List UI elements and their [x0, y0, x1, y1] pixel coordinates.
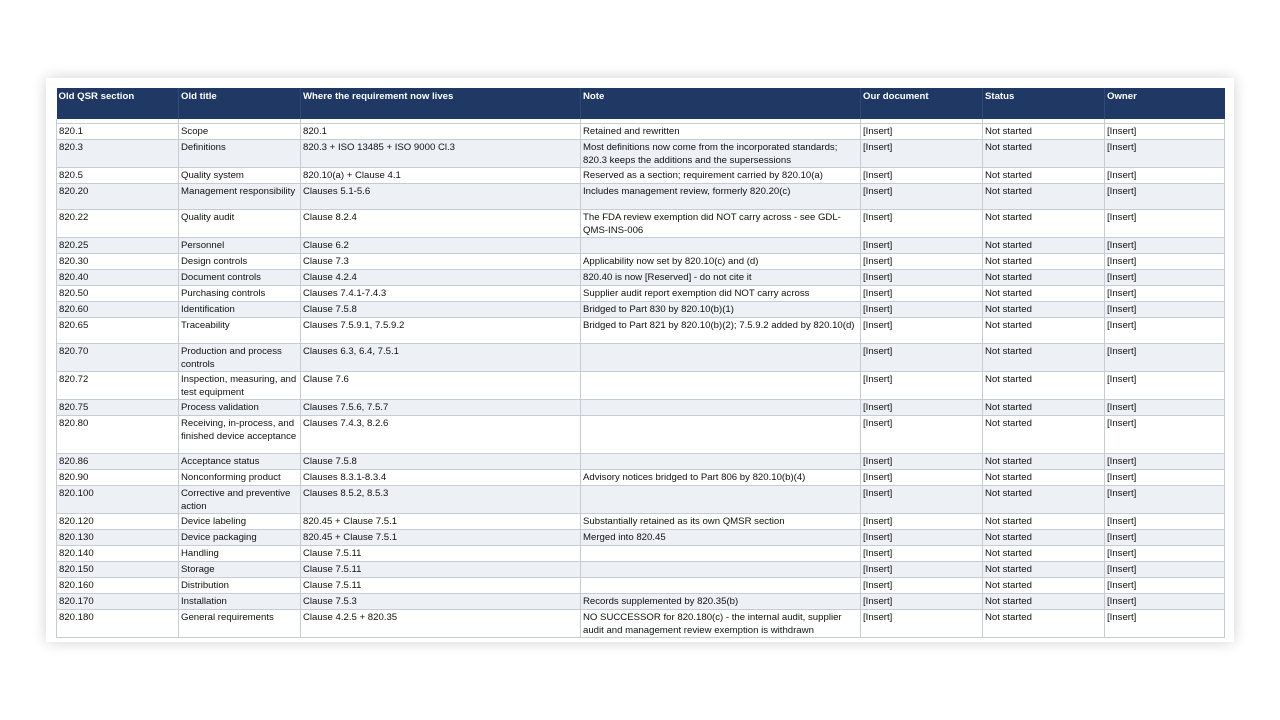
cell-old-qsr-section: 820.130	[57, 530, 179, 546]
cell-old-qsr-section: 820.72	[57, 372, 179, 400]
cell-where-requirement-lives: Clause 7.5.11	[301, 578, 581, 594]
cell-our-document: [Insert]	[861, 372, 983, 400]
cell-note: Retained and rewritten	[581, 124, 861, 140]
cell-owner: [Insert]	[1105, 470, 1225, 486]
cell-status: Not started	[983, 546, 1105, 562]
cell-our-document: [Insert]	[861, 302, 983, 318]
cell-old-qsr-section: 820.100	[57, 486, 179, 514]
cell-status: Not started	[983, 530, 1105, 546]
cell-our-document: [Insert]	[861, 514, 983, 530]
cell-old-title: Device labeling	[179, 514, 301, 530]
cell-owner: [Insert]	[1105, 238, 1225, 254]
cell-old-qsr-section: 820.25	[57, 238, 179, 254]
cell-status: Not started	[983, 486, 1105, 514]
cell-where-requirement-lives: 820.45 + Clause 7.5.1	[301, 514, 581, 530]
cell-old-qsr-section: 820.65	[57, 318, 179, 344]
cell-old-title: Acceptance status	[179, 454, 301, 470]
column-header-owner: Owner	[1105, 88, 1225, 119]
cell-owner: [Insert]	[1105, 486, 1225, 514]
cell-our-document: [Insert]	[861, 318, 983, 344]
table-row	[57, 286, 1225, 302]
cell-status: Not started	[983, 254, 1105, 270]
cell-old-qsr-section: 820.140	[57, 546, 179, 562]
cell-owner: [Insert]	[1105, 302, 1225, 318]
cell-note	[581, 546, 861, 562]
cell-where-requirement-lives: Clause 7.3	[301, 254, 581, 270]
cell-our-document: [Insert]	[861, 238, 983, 254]
cell-old-qsr-section: 820.40	[57, 270, 179, 286]
cell-where-requirement-lives: Clause 7.5.8	[301, 454, 581, 470]
cell-note: Substantially retained as its own QMSR section	[581, 514, 861, 530]
cell-where-requirement-lives: Clauses 7.5.6, 7.5.7	[301, 400, 581, 416]
cell-where-requirement-lives: Clauses 6.3, 6.4, 7.5.1	[301, 344, 581, 372]
cell-owner: [Insert]	[1105, 610, 1225, 638]
cell-note	[581, 400, 861, 416]
cell-old-qsr-section: 820.90	[57, 470, 179, 486]
cell-note	[581, 562, 861, 578]
cell-our-document: [Insert]	[861, 400, 983, 416]
cell-owner: [Insert]	[1105, 140, 1225, 168]
cell-old-qsr-section: 820.120	[57, 514, 179, 530]
cell-old-title: Quality audit	[179, 210, 301, 238]
cell-note	[581, 238, 861, 254]
cell-old-qsr-section: 820.20	[57, 184, 179, 210]
cell-old-title: Corrective and preventive action	[179, 486, 301, 514]
cell-owner: [Insert]	[1105, 454, 1225, 470]
cell-our-document: [Insert]	[861, 562, 983, 578]
cell-our-document: [Insert]	[861, 270, 983, 286]
cell-our-document: [Insert]	[861, 344, 983, 372]
cell-where-requirement-lives: Clauses 8.5.2, 8.5.3	[301, 486, 581, 514]
table-row	[57, 124, 1225, 140]
cell-note: Bridged to Part 830 by 820.10(b)(1)	[581, 302, 861, 318]
column-header-status: Status	[983, 88, 1105, 119]
cell-our-document: [Insert]	[861, 470, 983, 486]
cell-status: Not started	[983, 168, 1105, 184]
table-row	[57, 210, 1225, 238]
cell-owner: [Insert]	[1105, 124, 1225, 140]
cell-note: Reserved as a section; requirement carried by 820.10(a)	[581, 168, 861, 184]
cell-note: Supplier audit report exemption did NOT carry across	[581, 286, 861, 302]
cell-status: Not started	[983, 184, 1105, 210]
column-header-our-document: Our document	[861, 88, 983, 119]
cell-owner: [Insert]	[1105, 514, 1225, 530]
cell-old-qsr-section: 820.160	[57, 578, 179, 594]
cell-old-title: Purchasing controls	[179, 286, 301, 302]
cell-our-document: [Insert]	[861, 486, 983, 514]
table-row	[57, 514, 1225, 530]
cell-note	[581, 486, 861, 514]
cell-old-title: Device packaging	[179, 530, 301, 546]
cell-owner: [Insert]	[1105, 270, 1225, 286]
cell-status: Not started	[983, 318, 1105, 344]
column-header-old-qsr-section: Old QSR section	[57, 88, 179, 119]
cell-where-requirement-lives: Clause 4.2.4	[301, 270, 581, 286]
table-row	[57, 594, 1225, 610]
cell-old-title: Definitions	[179, 140, 301, 168]
cell-where-requirement-lives: 820.45 + Clause 7.5.1	[301, 530, 581, 546]
cell-where-requirement-lives: 820.3 + ISO 13485 + ISO 9000 Cl.3	[301, 140, 581, 168]
cell-our-document: [Insert]	[861, 610, 983, 638]
table-row	[57, 254, 1225, 270]
cell-status: Not started	[983, 610, 1105, 638]
cell-owner: [Insert]	[1105, 210, 1225, 238]
cell-where-requirement-lives: Clauses 7.4.1-7.4.3	[301, 286, 581, 302]
cell-old-qsr-section: 820.5	[57, 168, 179, 184]
cell-old-qsr-section: 820.3	[57, 140, 179, 168]
cell-status: Not started	[983, 270, 1105, 286]
column-header-note: Note	[581, 88, 861, 119]
cell-owner: [Insert]	[1105, 578, 1225, 594]
cell-status: Not started	[983, 514, 1105, 530]
table-row	[57, 238, 1225, 254]
cell-our-document: [Insert]	[861, 416, 983, 454]
cell-note: Advisory notices bridged to Part 806 by 820.10(b)(4)	[581, 470, 861, 486]
cell-old-qsr-section: 820.70	[57, 344, 179, 372]
qsr-mapping-table	[56, 88, 1225, 638]
cell-where-requirement-lives: 820.1	[301, 124, 581, 140]
cell-our-document: [Insert]	[861, 168, 983, 184]
cell-old-qsr-section: 820.1	[57, 124, 179, 140]
cell-owner: [Insert]	[1105, 562, 1225, 578]
cell-status: Not started	[983, 302, 1105, 318]
cell-old-title: General requirements	[179, 610, 301, 638]
cell-owner: [Insert]	[1105, 372, 1225, 400]
cell-old-title: Nonconforming product	[179, 470, 301, 486]
cell-old-qsr-section: 820.150	[57, 562, 179, 578]
table-row	[57, 318, 1225, 344]
cell-old-title: Scope	[179, 124, 301, 140]
cell-owner: [Insert]	[1105, 286, 1225, 302]
table-row	[57, 486, 1225, 514]
cell-old-qsr-section: 820.86	[57, 454, 179, 470]
table-row	[57, 546, 1225, 562]
cell-old-qsr-section: 820.60	[57, 302, 179, 318]
cell-old-title: Receiving, in-process, and finished device acceptance	[179, 416, 301, 454]
table-row	[57, 372, 1225, 400]
table-row	[57, 578, 1225, 594]
cell-status: Not started	[983, 400, 1105, 416]
cell-old-qsr-section: 820.170	[57, 594, 179, 610]
table-row	[57, 610, 1225, 638]
cell-owner: [Insert]	[1105, 416, 1225, 454]
cell-old-title: Quality system	[179, 168, 301, 184]
cell-owner: [Insert]	[1105, 318, 1225, 344]
cell-old-title: Storage	[179, 562, 301, 578]
cell-status: Not started	[983, 470, 1105, 486]
cell-owner: [Insert]	[1105, 400, 1225, 416]
cell-owner: [Insert]	[1105, 344, 1225, 372]
cell-note	[581, 578, 861, 594]
cell-status: Not started	[983, 372, 1105, 400]
cell-old-title: Identification	[179, 302, 301, 318]
cell-status: Not started	[983, 562, 1105, 578]
cell-where-requirement-lives: 820.10(a) + Clause 4.1	[301, 168, 581, 184]
cell-note: NO SUCCESSOR for 820.180(c) - the internal audit, supplier audit and management review exemption is withdrawn	[581, 610, 861, 638]
table-row	[57, 454, 1225, 470]
cell-old-qsr-section: 820.22	[57, 210, 179, 238]
cell-old-qsr-section: 820.80	[57, 416, 179, 454]
cell-status: Not started	[983, 238, 1105, 254]
cell-where-requirement-lives: Clause 6.2	[301, 238, 581, 254]
table-row	[57, 562, 1225, 578]
cell-where-requirement-lives: Clause 8.2.4	[301, 210, 581, 238]
cell-our-document: [Insert]	[861, 594, 983, 610]
cell-owner: [Insert]	[1105, 594, 1225, 610]
cell-where-requirement-lives: Clauses 7.4.3, 8.2.6	[301, 416, 581, 454]
cell-old-title: Distribution	[179, 578, 301, 594]
cell-note	[581, 416, 861, 454]
document-page	[46, 78, 1234, 642]
cell-status: Not started	[983, 210, 1105, 238]
cell-note: Applicability now set by 820.10(c) and (d)	[581, 254, 861, 270]
table-row	[57, 400, 1225, 416]
column-header-old-title: Old title	[179, 88, 301, 119]
cell-old-title: Document controls	[179, 270, 301, 286]
cell-old-title: Management responsibility	[179, 184, 301, 210]
cell-status: Not started	[983, 416, 1105, 454]
cell-old-qsr-section: 820.75	[57, 400, 179, 416]
cell-note: Includes management review, formerly 820.20(c)	[581, 184, 861, 210]
cell-status: Not started	[983, 594, 1105, 610]
table-row	[57, 530, 1225, 546]
cell-our-document: [Insert]	[861, 454, 983, 470]
cell-where-requirement-lives: Clause 7.5.8	[301, 302, 581, 318]
cell-where-requirement-lives: Clause 4.2.5 + 820.35	[301, 610, 581, 638]
cell-our-document: [Insert]	[861, 210, 983, 238]
cell-note: Merged into 820.45	[581, 530, 861, 546]
cell-note: The FDA review exemption did NOT carry across - see GDL-QMS-INS-006	[581, 210, 861, 238]
cell-old-title: Process validation	[179, 400, 301, 416]
table-body	[57, 119, 1225, 638]
cell-our-document: [Insert]	[861, 530, 983, 546]
cell-old-title: Inspection, measuring, and test equipment	[179, 372, 301, 400]
cell-where-requirement-lives: Clauses 8.3.1-8.3.4	[301, 470, 581, 486]
table-row	[57, 470, 1225, 486]
cell-old-title: Traceability	[179, 318, 301, 344]
cell-old-qsr-section: 820.30	[57, 254, 179, 270]
cell-old-title: Handling	[179, 546, 301, 562]
cell-note	[581, 454, 861, 470]
cell-where-requirement-lives: Clause 7.5.3	[301, 594, 581, 610]
cell-old-title: Installation	[179, 594, 301, 610]
cell-our-document: [Insert]	[861, 184, 983, 210]
cell-where-requirement-lives: Clause 7.6	[301, 372, 581, 400]
cell-old-title: Production and process controls	[179, 344, 301, 372]
cell-status: Not started	[983, 344, 1105, 372]
cell-note: Most definitions now come from the incorporated standards; 820.3 keeps the additions and the supersessions	[581, 140, 861, 168]
cell-status: Not started	[983, 286, 1105, 302]
cell-our-document: [Insert]	[861, 124, 983, 140]
cell-our-document: [Insert]	[861, 578, 983, 594]
cell-note	[581, 372, 861, 400]
cell-status: Not started	[983, 578, 1105, 594]
cell-status: Not started	[983, 140, 1105, 168]
cell-old-title: Personnel	[179, 238, 301, 254]
cell-note: Bridged to Part 821 by 820.10(b)(2); 7.5.9.2 added by 820.10(d)	[581, 318, 861, 344]
header-row	[57, 88, 1225, 119]
cell-owner: [Insert]	[1105, 168, 1225, 184]
cell-note: 820.40 is now [Reserved] - do not cite it	[581, 270, 861, 286]
table-row	[57, 140, 1225, 168]
cell-status: Not started	[983, 124, 1105, 140]
table-row	[57, 302, 1225, 318]
cell-old-qsr-section: 820.180	[57, 610, 179, 638]
table-row	[57, 270, 1225, 286]
cell-where-requirement-lives: Clause 7.5.11	[301, 562, 581, 578]
cell-owner: [Insert]	[1105, 530, 1225, 546]
table-row	[57, 184, 1225, 210]
cell-where-requirement-lives: Clauses 7.5.9.1, 7.5.9.2	[301, 318, 581, 344]
column-header-where-requirement-lives: Where the requirement now lives	[301, 88, 581, 119]
table-row	[57, 168, 1225, 184]
cell-note: Records supplemented by 820.35(b)	[581, 594, 861, 610]
cell-our-document: [Insert]	[861, 546, 983, 562]
cell-owner: [Insert]	[1105, 184, 1225, 210]
table-row	[57, 416, 1225, 454]
cell-our-document: [Insert]	[861, 286, 983, 302]
cell-owner: [Insert]	[1105, 546, 1225, 562]
cell-where-requirement-lives: Clauses 5.1-5.6	[301, 184, 581, 210]
cell-old-title: Design controls	[179, 254, 301, 270]
cell-our-document: [Insert]	[861, 254, 983, 270]
table-row	[57, 344, 1225, 372]
cell-owner: [Insert]	[1105, 254, 1225, 270]
cell-our-document: [Insert]	[861, 140, 983, 168]
cell-where-requirement-lives: Clause 7.5.11	[301, 546, 581, 562]
cell-old-qsr-section: 820.50	[57, 286, 179, 302]
cell-status: Not started	[983, 454, 1105, 470]
cell-note	[581, 344, 861, 372]
table-header	[57, 88, 1225, 119]
